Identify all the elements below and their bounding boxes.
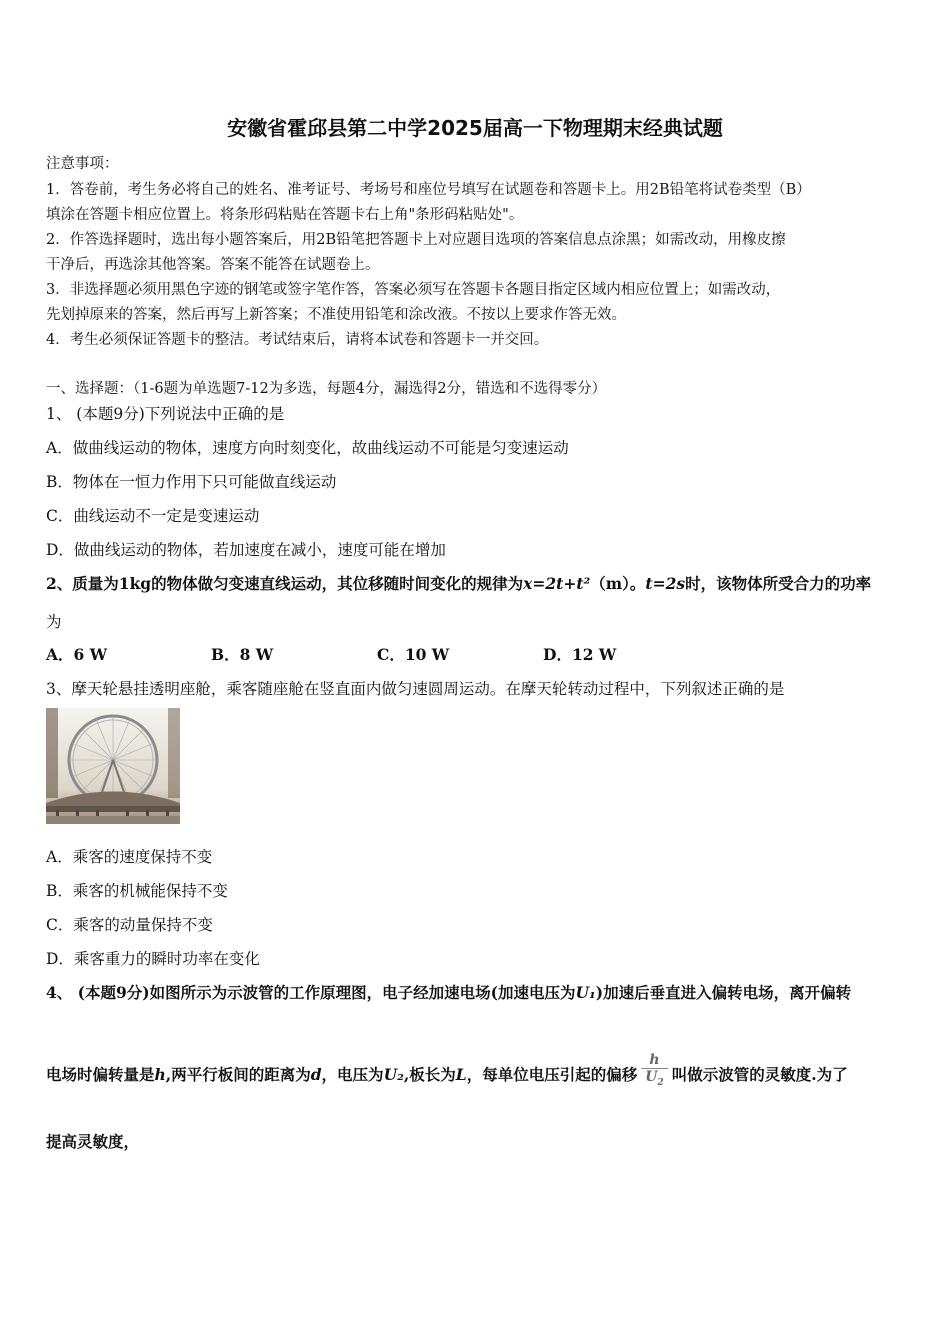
question-2-option-a: A．6 W xyxy=(46,645,108,664)
question-3-option-c: C．乘客的动量保持不变 xyxy=(46,916,213,934)
question-4-text: ,板长为 xyxy=(403,1064,456,1084)
question-4-stem-line-2 xyxy=(46,1052,848,1094)
position-formula: x=2t+t² xyxy=(523,574,591,593)
question-4-text: ,两平行板间的距离为 xyxy=(165,1064,311,1084)
question-4-text: 4、 (本题9分)如图所示为示波管的工作原理图，电子经加速电场(加速电压为 xyxy=(46,983,576,1002)
fraction-denominator xyxy=(641,1069,667,1088)
fraction-numerator: h xyxy=(641,1052,667,1069)
question-4-stem xyxy=(46,981,851,1003)
fraction-den-var: U xyxy=(645,1069,658,1085)
question-2-option-d: D．12 W xyxy=(543,645,617,664)
question-1-option-b: B．物体在一恒力作用下只可能做直线运动 xyxy=(46,473,337,491)
question-3-option-b: B．乘客的机械能保持不变 xyxy=(46,882,228,900)
voltage-u1: U₁ xyxy=(575,983,596,1002)
question-2-option-c: C．10 W xyxy=(377,645,450,664)
question-3-option-a: A．乘客的速度保持不变 xyxy=(46,848,213,866)
question-4-text: 叫做示波管的灵敏度.为了 xyxy=(671,1064,848,1084)
question-4-stem-line-3: 提高灵敏度， xyxy=(46,1132,140,1151)
question-1-option-c: C．曲线运动不一定是变速运动 xyxy=(46,507,260,525)
notice-line: 2．作答选择题时，选出每小题答案后，用2B铅笔把答题卡上对应题目选项的答案信息点涂黑；如需改动，用橡皮擦 xyxy=(46,232,786,248)
question-1-option-a: A．做曲线运动的物体，速度方向时刻变化，故曲线运动不可能是匀变速运动 xyxy=(46,439,569,457)
sensitivity-fraction xyxy=(641,1052,667,1088)
ferris-wheel-photo xyxy=(46,708,180,824)
voltage-u2: U₂ xyxy=(383,1064,404,1084)
notice-line: 填涂在答题卡相应位置上。将条形码粘贴在答题卡右上角"条形码粘贴处"。 xyxy=(46,207,524,223)
section-heading: 一、选择题：（1-6题为单选题7-12为多选，每题4分，漏选得2分，错选和不选得零分） xyxy=(46,381,607,397)
fraction-den-sub: 2 xyxy=(657,1077,664,1088)
notice-line: 干净后，再选涂其他答案。答案不能答在试题卷上。 xyxy=(46,257,380,273)
var-d: d xyxy=(310,1064,322,1084)
notice-line: 1．答卷前，考生务必将自己的姓名、准考证号、考场号和座位号填写在试题卷和答题卡上。用2B铅笔将试卷类型（B） xyxy=(46,182,811,198)
question-4-text: ，每单位电压引起的偏移 xyxy=(466,1064,638,1084)
notice-line: 先划掉原来的答案，然后再写上新答案；不准使用铅笔和涂改液。不按以上要求作答无效。 xyxy=(46,307,626,323)
question-2-option-b: B．8 W xyxy=(211,645,274,664)
question-4-text: ，电压为 xyxy=(321,1064,384,1084)
question-1-stem: 1、 (本题9分)下列说法中正确的是 xyxy=(46,405,285,423)
unit: （m）。 xyxy=(590,574,646,593)
notice-line: 3．非选择题必须用黑色字迹的钢笔或签字笔作答，答案必须写在答题卡各题目指定区域内相应位置上；如需改动， xyxy=(46,282,781,298)
question-2-stem-cont: 为 xyxy=(46,613,62,631)
notice-heading: 注意事项： xyxy=(46,156,119,172)
question-3-option-d: D．乘客重力的瞬时功率在变化 xyxy=(46,950,260,968)
question-2-text: 2、质量为1kg的物体做匀变速直线运动，其位移随时间变化的规律为 xyxy=(46,574,524,593)
question-4-text: 电场时偏转量是 xyxy=(46,1064,155,1084)
question-2-stem xyxy=(46,572,871,594)
question-2-text: 时，该物体所受合力的功率 xyxy=(685,574,872,593)
question-4-text: )加速后垂直进入偏转电场，离开偏转 xyxy=(595,983,852,1002)
time-value: t=2s xyxy=(645,574,686,593)
question-1-option-d: D．做曲线运动的物体，若加速度在减小，速度可能在增加 xyxy=(46,541,446,559)
page-title: 安徽省霍邱县第二中学2025届高一下物理期末经典试题 xyxy=(227,116,723,140)
notice-line: 4．考生必须保证答题卡的整洁。考试结束后，请将本试卷和答题卡一并交回。 xyxy=(46,332,549,348)
var-l: L xyxy=(455,1064,467,1084)
var-h: h xyxy=(154,1064,166,1084)
question-3-stem: 3、摩天轮悬挂透明座舱，乘客随座舱在竖直面内做匀速圆周运动。在摩天轮转动过程中，下列叙述正确的是 xyxy=(46,680,785,698)
